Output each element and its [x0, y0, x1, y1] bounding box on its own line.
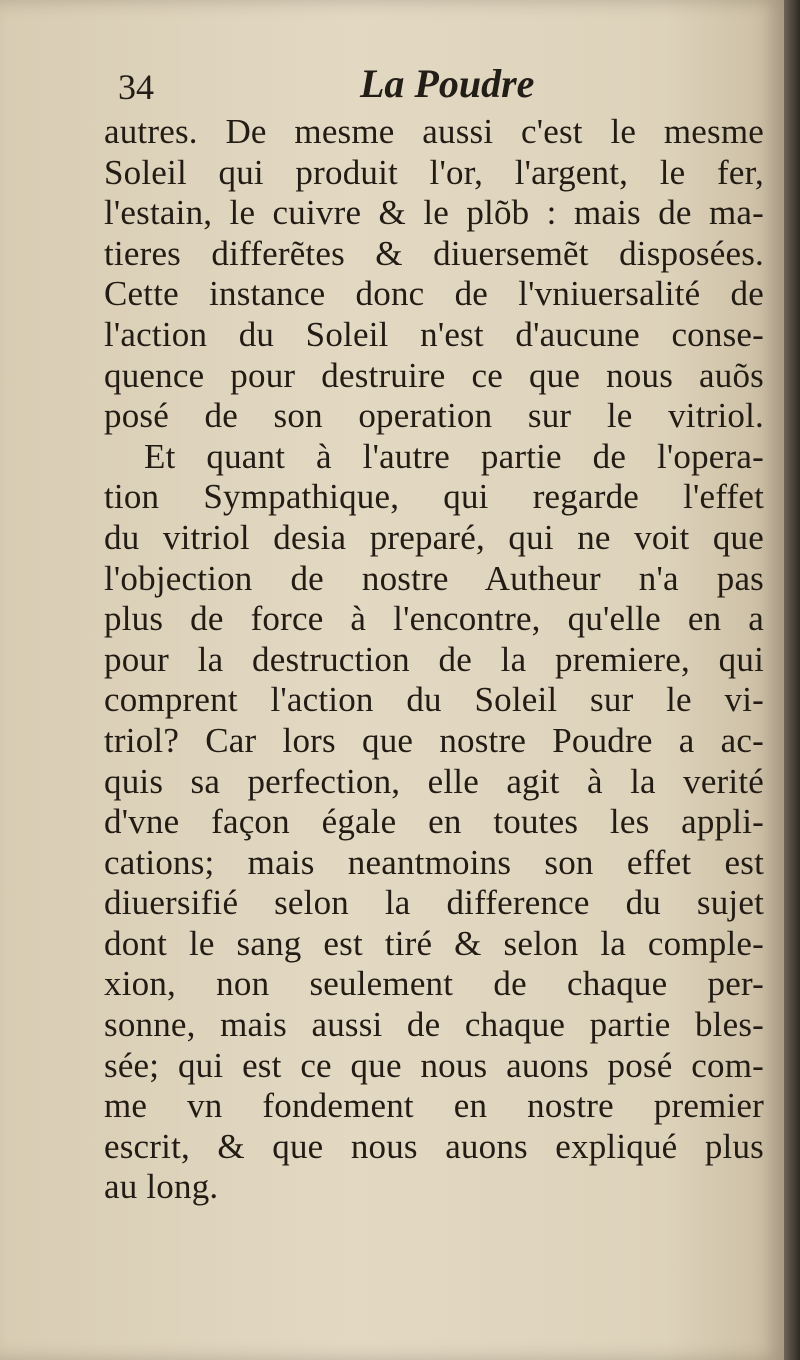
- running-head: La Poudre: [360, 61, 535, 106]
- text-line: d'vne façon égale en toutes les appli-: [104, 802, 764, 842]
- text-line: autres. De mesme aussi c'est le mesme: [104, 112, 764, 151]
- text-line: quis sa perfection, elle agit à la verité: [104, 761, 764, 801]
- text-line: tieres differẽtes & diuersemẽt disposées.: [104, 233, 764, 273]
- text-line: Et quant à l'autre partie de l'opera-: [144, 436, 764, 476]
- text-line: l'action du Soleil n'est d'aucune conse-: [104, 314, 764, 354]
- text-line: xion, non seulement de chaque per-: [104, 964, 764, 1004]
- text-line: pour la destruction de la premiere, qui: [104, 639, 764, 679]
- text-line: Soleil qui produit l'or, l'argent, le fer,: [104, 152, 764, 192]
- text-line: comprent l'action du Soleil sur le vi-: [104, 680, 764, 720]
- text-line: Cette instance donc de l'vniuersalité de: [104, 274, 764, 314]
- page-header: [118, 58, 758, 118]
- text-line: triol? Car lors que nostre Poudre a ac-: [104, 720, 764, 760]
- text-line: escrit, & que nous auons expliqué plus: [104, 1126, 764, 1166]
- page-edge-shadow: [784, 0, 800, 1360]
- body-text: [104, 112, 764, 1208]
- text-line: plus de force à l'encontre, qu'elle en a: [104, 599, 764, 639]
- text-line: du vitriol desia preparé, qui ne voit que: [104, 517, 764, 557]
- text-line: l'estain, le cuivre & le plõb : mais de ma-: [104, 193, 764, 233]
- text-line: posé de son operation sur le vitriol.: [104, 396, 764, 436]
- text-line: tion Sympathique, qui regarde l'effet: [104, 477, 764, 517]
- text-line: au long.: [104, 1167, 219, 1207]
- text-line: dont le sang est tiré & selon la comple-: [104, 923, 764, 963]
- text-line: l'objection de nostre Autheur n'a pas: [104, 558, 764, 598]
- text-line: sée; qui est ce que nous auons posé com-: [104, 1045, 764, 1085]
- text-line: me vn fondement en nostre premier: [104, 1086, 764, 1126]
- text-line: diuersifié selon la difference du sujet: [104, 883, 764, 923]
- page-number: 34: [118, 67, 154, 107]
- text-line: quence pour destruire ce que nous auõs: [104, 355, 764, 395]
- text-line: sonne, mais aussi de chaque partie bles-: [104, 1005, 764, 1045]
- text-line: cations; mais neantmoins son effet est: [104, 842, 764, 882]
